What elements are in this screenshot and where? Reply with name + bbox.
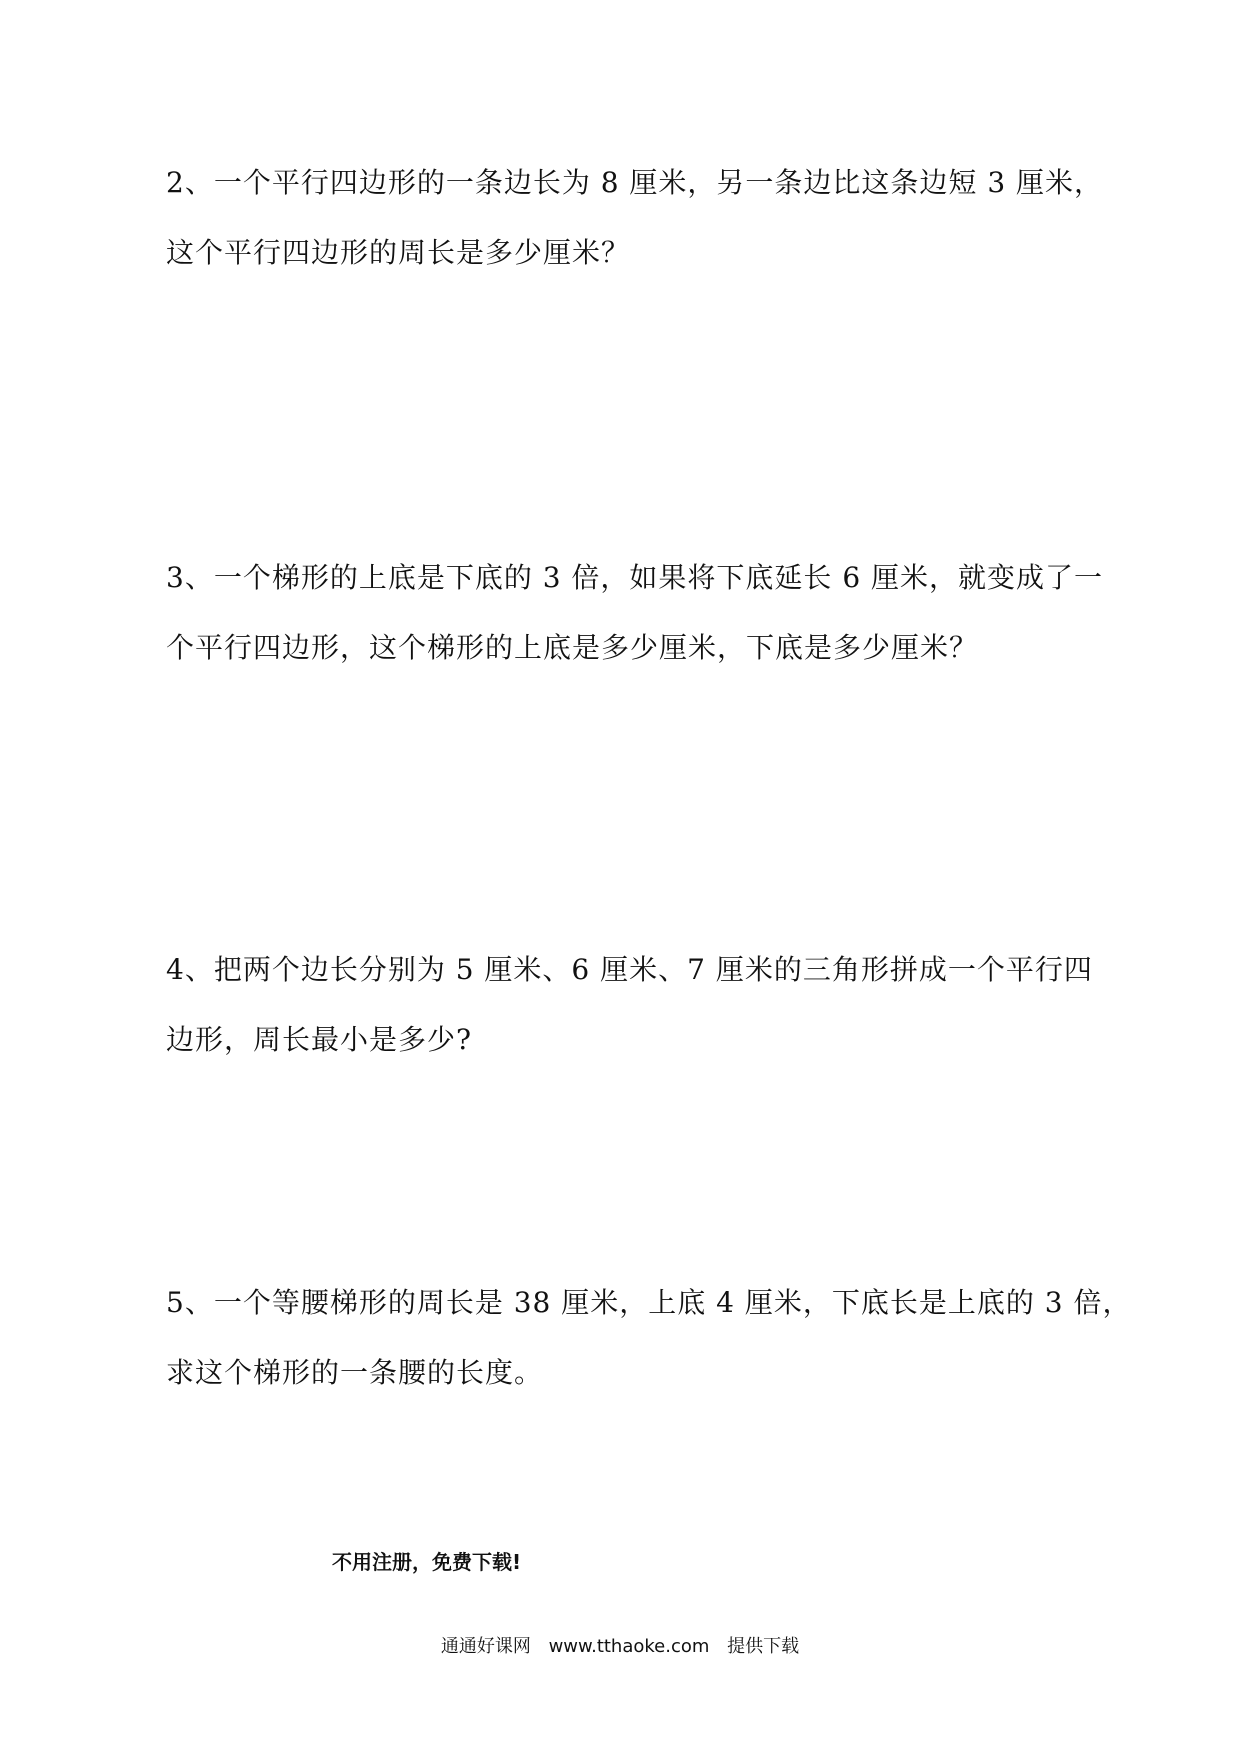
problem-4-line-2: 边形，周长最小是多少?: [166, 1023, 473, 1056]
page-footer: [0, 1632, 1240, 1658]
problem-2-line-1: 2、一个平行四边形的一条边长为 8 厘米，另一条边比这条边短 3 厘米，: [166, 166, 1104, 199]
problem-2: [166, 148, 1104, 288]
footer-site-name: 通通好课网: [440, 1636, 531, 1657]
problem-3-line-2: 个平行四边形，这个梯形的上底是多少厘米，下底是多少厘米？: [166, 631, 979, 664]
footer-suffix: 提供下载: [727, 1636, 800, 1657]
problem-2-line-2: 这个平行四边形的周长是多少厘米？: [166, 236, 631, 269]
free-download-notice: 不用注册，免费下载!: [332, 1550, 522, 1574]
problem-3: [166, 543, 1104, 683]
footer-url: www.tthaoke.com: [548, 1636, 710, 1657]
problem-5: [166, 1268, 1132, 1408]
problem-4: [166, 935, 1093, 1075]
problem-4-line-1: 4、把两个边长分别为 5 厘米、6 厘米、7 厘米的三角形拼成一个平行四: [166, 953, 1093, 986]
problem-5-line-1: 5、一个等腰梯形的周长是 38 厘米，上底 4 厘米，下底长是上底的 3 倍，: [166, 1286, 1132, 1319]
problem-5-line-2: 求这个梯形的一条腰的长度。: [166, 1356, 544, 1389]
problem-3-line-1: 3、一个梯形的上底是下底的 3 倍，如果将下底延长 6 厘米，就变成了一: [166, 561, 1104, 594]
